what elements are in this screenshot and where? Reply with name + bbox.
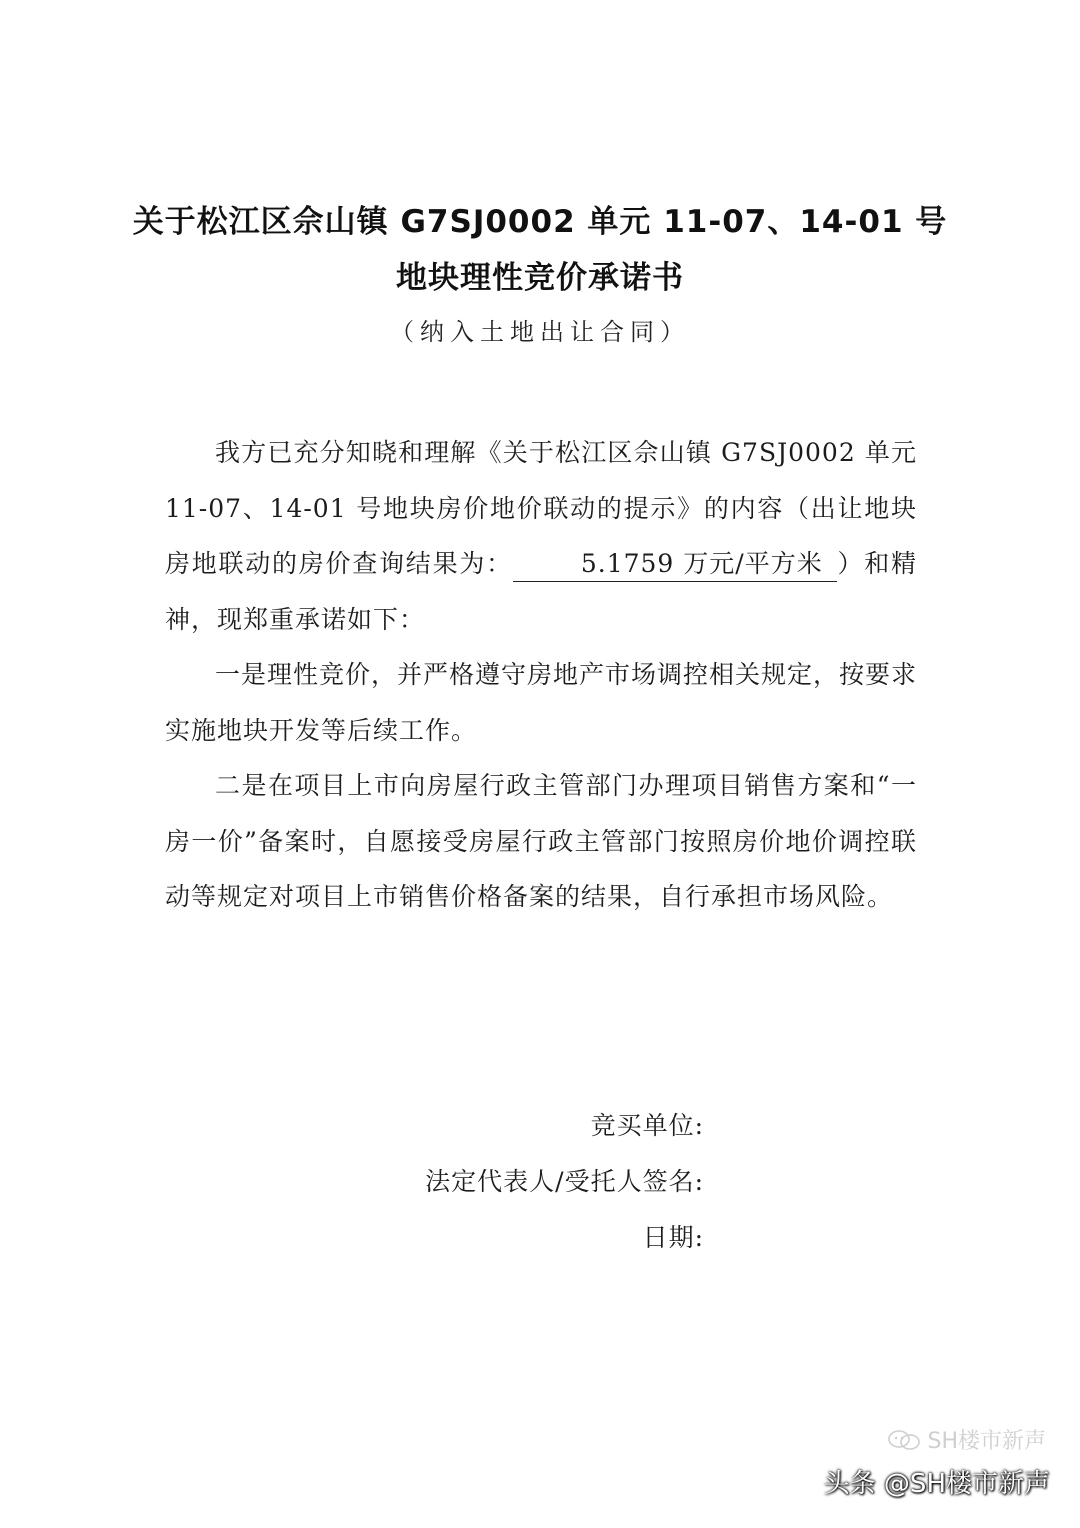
signature-bidder-label: 竞买单位:	[590, 1111, 704, 1140]
chat-bubble-icon	[887, 1429, 921, 1451]
intro-text-before: 我方已充分知晓和理解《关于松江区佘山镇 G7SJ0002 单元 11-07、14-01 号地块房价地价联动的提示》的内容（出让地块房地联动的房价查询结果为：	[165, 438, 917, 578]
faint-watermark-text: SH楼市新声	[927, 1429, 1046, 1454]
signature-representative-label: 法定代表人/受托人签名:	[425, 1167, 704, 1196]
document-title-line1: 关于松江区佘山镇 G7SJ0002 单元 11-07、14-01 号	[132, 204, 948, 240]
document-body	[165, 425, 917, 925]
document-title-line2: 地块理性竞价承诺书	[396, 260, 684, 296]
clause-one: 一是理性竞价，并严格遵守房地产市场调控相关规定，按要求实施地块开发等后续工作。	[165, 660, 918, 745]
source-watermark	[824, 1463, 1050, 1500]
signature-date-label: 日期:	[642, 1223, 704, 1252]
intro-paragraph	[165, 425, 917, 647]
faint-watermark	[887, 1424, 1046, 1455]
document-subtitle: （纳入土地出让合同）	[390, 318, 690, 346]
price-value: 5.1759 万元/平方米	[513, 547, 837, 582]
intro-text-after: ）和精神，现郑重承诺如下：	[165, 549, 917, 634]
clause-two: 二是在项目上市向房屋行政主管部门办理项目销售方案和“一房一价”备案时，自愿接受房屋行政主管部门按照房价地价调控联动等规定对项目上市销售价格备案的结果，自行承担市场风险。	[165, 771, 917, 911]
watermark-text: 头条 @SH楼市新声	[823, 1469, 1050, 1499]
